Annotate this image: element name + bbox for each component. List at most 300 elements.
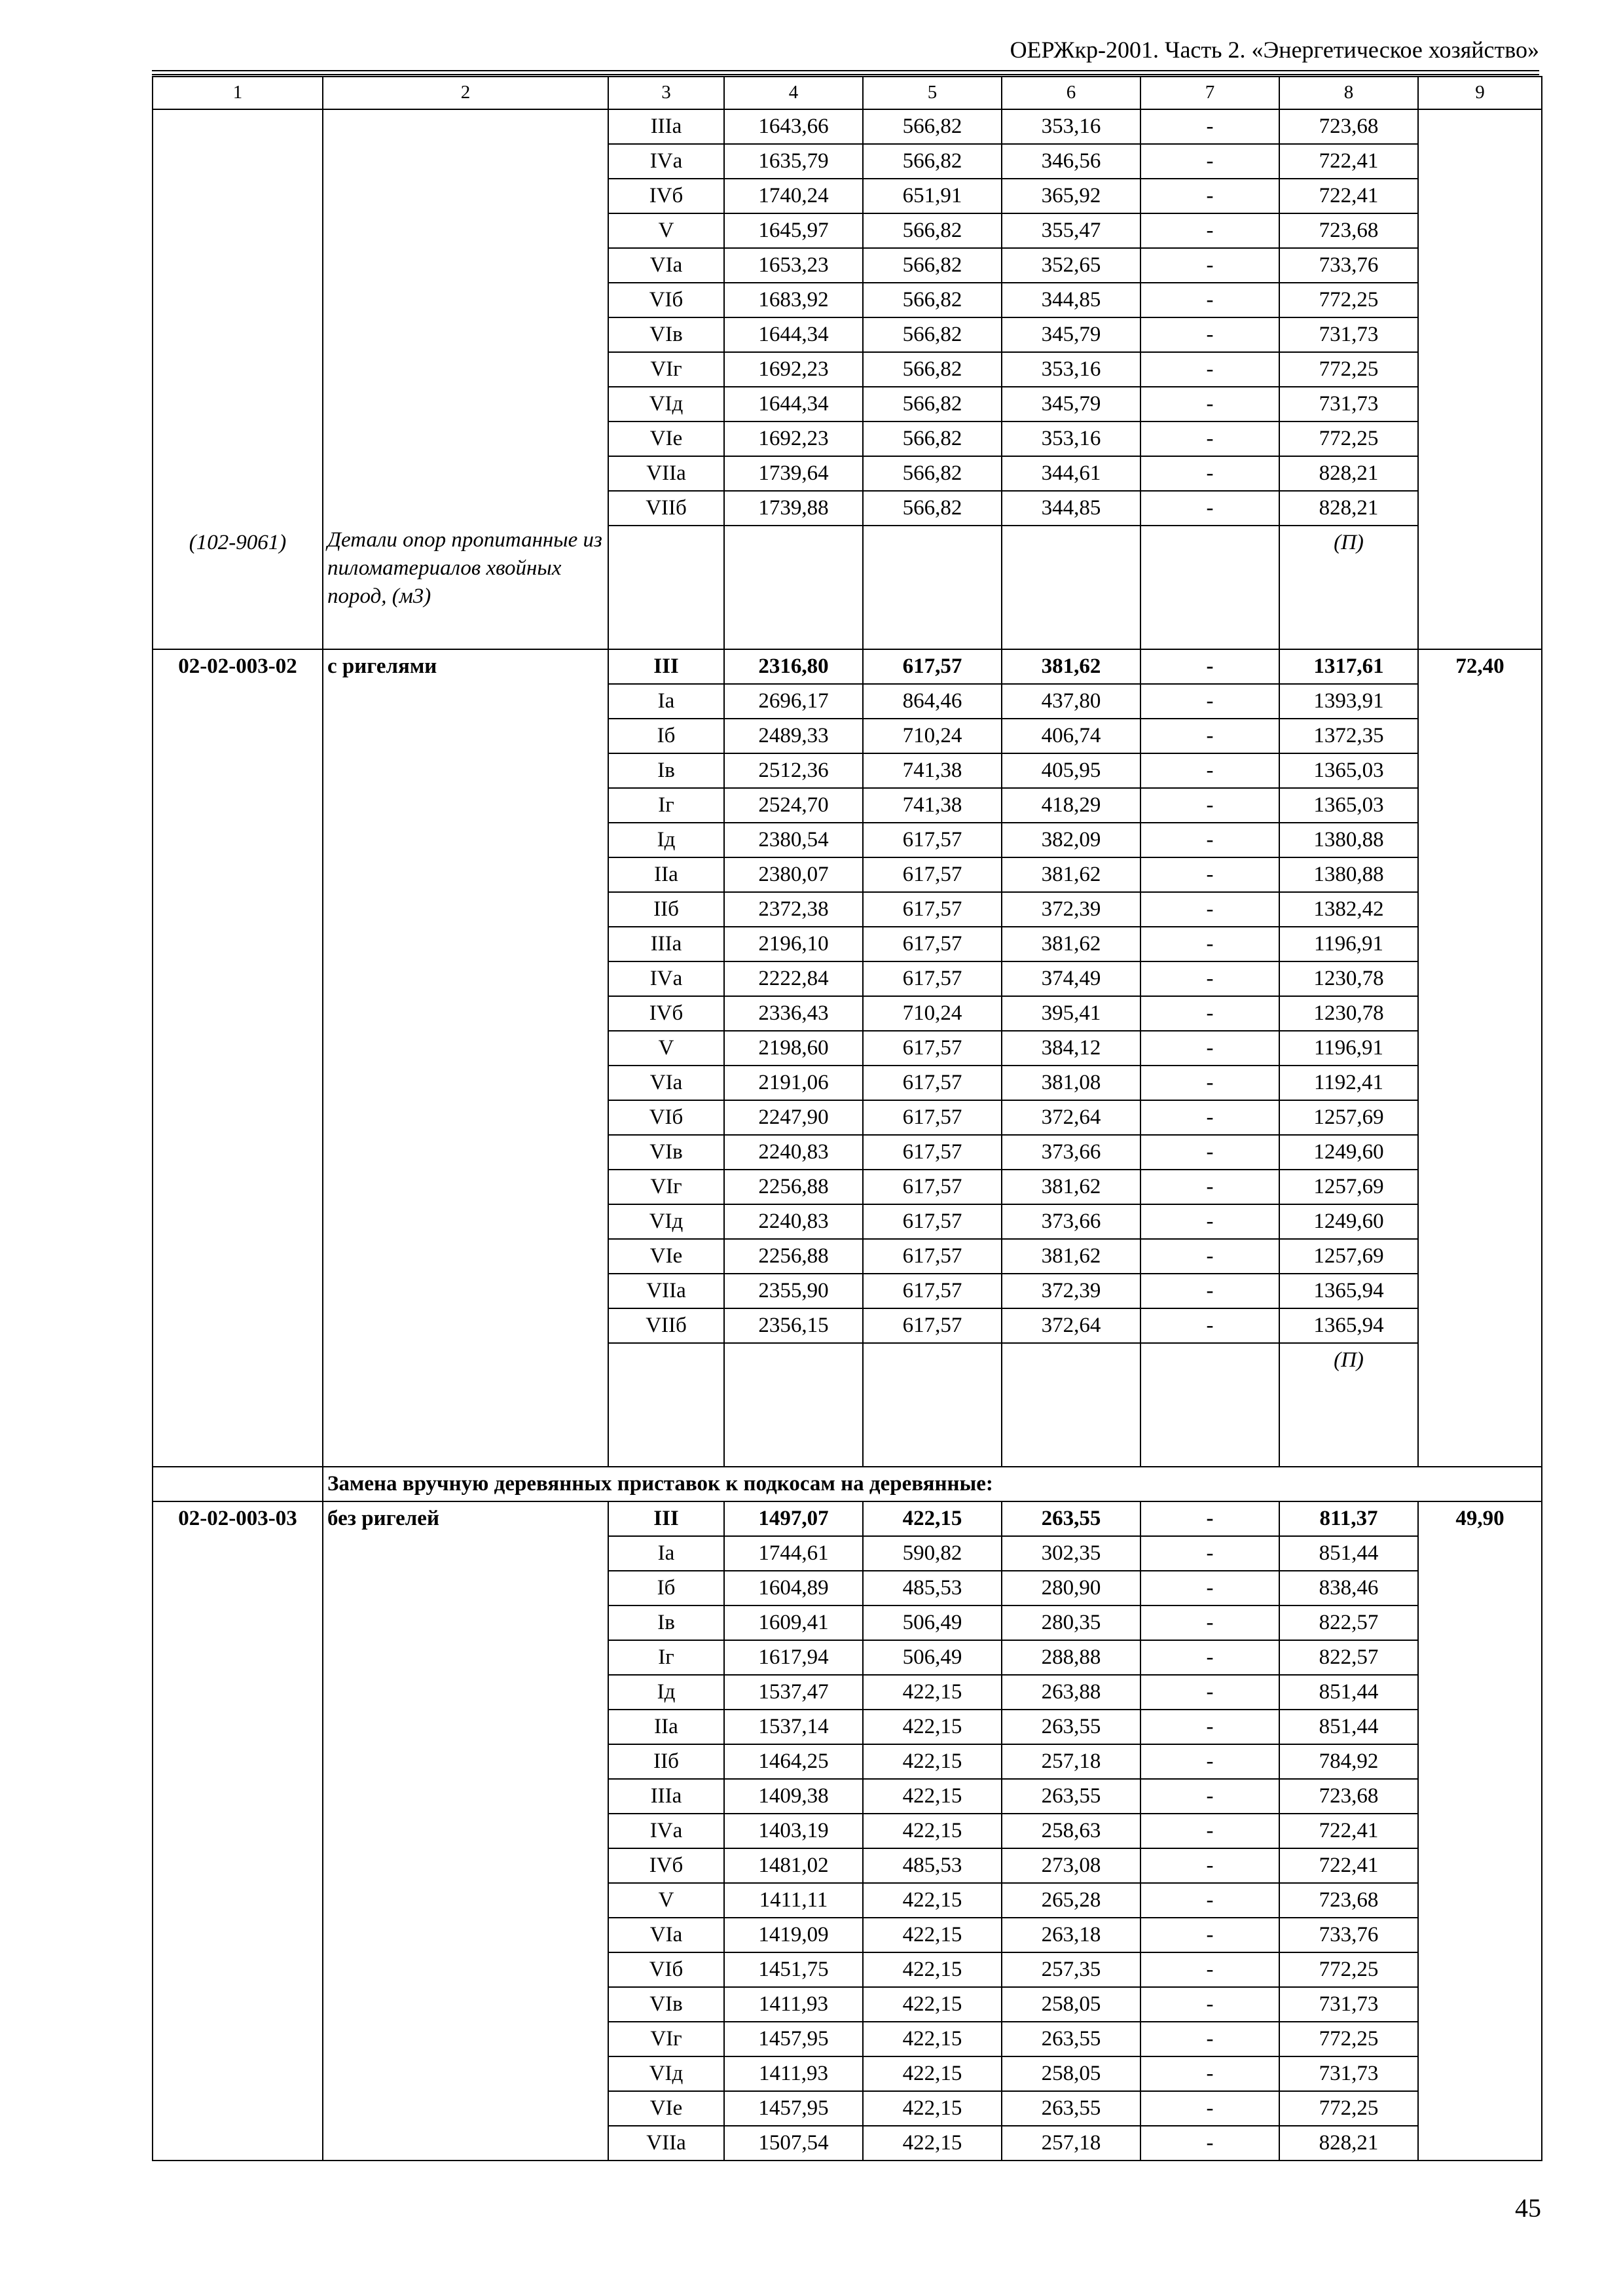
table-cell: - [1140, 352, 1279, 387]
labor-cost: 49,90 [1418, 1501, 1542, 2161]
table-cell: 422,15 [863, 1918, 1002, 1952]
table-cell: 2355,90 [724, 1274, 863, 1308]
table-cell: Iв [608, 1605, 724, 1640]
table-cell: 422,15 [863, 1710, 1002, 1744]
table-cell: III [608, 649, 724, 684]
table-cell: - [1140, 1031, 1279, 1066]
table-cell: 1257,69 [1279, 1170, 1418, 1204]
table-cell: 485,53 [863, 1848, 1002, 1883]
column-number: 5 [863, 77, 1002, 109]
table-cell: 381,62 [1002, 1239, 1140, 1274]
table-cell: 2316,80 [724, 649, 863, 684]
table-cell: 731,73 [1279, 387, 1418, 422]
table-cell: 288,88 [1002, 1640, 1140, 1675]
table-cell: 566,82 [863, 491, 1002, 526]
table-cell: 346,56 [1002, 144, 1140, 179]
table-cell: 566,82 [863, 109, 1002, 144]
table-cell: - [1140, 927, 1279, 961]
table-cell: 2524,70 [724, 788, 863, 823]
table-cell: 257,18 [1002, 1744, 1140, 1779]
table-cell: 373,66 [1002, 1135, 1140, 1170]
table-cell: 280,35 [1002, 1605, 1140, 1640]
table-cell: VIв [608, 1987, 724, 2022]
table-cell: IVа [608, 961, 724, 996]
table-cell: - [1140, 1779, 1279, 1814]
material-code: (102-9061) [189, 531, 287, 554]
table-cell: Iб [608, 719, 724, 753]
table-cell: 2196,10 [724, 927, 863, 961]
table-cell: 1457,95 [724, 2091, 863, 2126]
table-cell: 1644,34 [724, 317, 863, 352]
table-cell: 566,82 [863, 422, 1002, 456]
table-cell: 1497,07 [724, 1501, 863, 1536]
table-cell: 617,57 [863, 1135, 1002, 1170]
table-cell: 406,74 [1002, 719, 1140, 753]
table-cell: 1230,78 [1279, 996, 1418, 1031]
table-cell: 1683,92 [724, 283, 863, 317]
table-cell: - [1140, 1605, 1279, 1640]
table-cell [608, 1343, 724, 1467]
table-cell: 1457,95 [724, 2022, 863, 2056]
table-cell: VIIб [608, 491, 724, 526]
table-row [153, 109, 1542, 144]
table-cell: - [1140, 283, 1279, 317]
table-cell: VIг [608, 1170, 724, 1204]
table-cell: 772,25 [1279, 1952, 1418, 1987]
table-cell: 617,57 [863, 1100, 1002, 1135]
table-cell: 723,68 [1279, 1779, 1418, 1814]
table-cell: 822,57 [1279, 1605, 1418, 1640]
table-cell: 851,44 [1279, 1675, 1418, 1710]
table-cell: 828,21 [1279, 491, 1418, 526]
table-cell: - [1140, 179, 1279, 213]
table-cell [863, 1343, 1002, 1467]
table-cell: 263,55 [1002, 1710, 1140, 1744]
table-cell: 733,76 [1279, 248, 1418, 283]
table-cell: V [608, 1883, 724, 1918]
column-number: 4 [724, 77, 863, 109]
table-cell: 1481,02 [724, 1848, 863, 1883]
page-number: 45 [1515, 2193, 1541, 2223]
table-cell: - [1140, 2126, 1279, 2161]
table-row [153, 649, 1542, 684]
column-number-row [153, 77, 1542, 109]
document-header: ОЕРЖкр-2001. Часть 2. «Энергетическое хозяйство» [1010, 37, 1539, 63]
table-cell: 263,55 [1002, 1779, 1140, 1814]
table-cell: 723,68 [1279, 213, 1418, 248]
table-cell: 772,25 [1279, 422, 1418, 456]
table-cell: 1230,78 [1279, 961, 1418, 996]
table-cell: 784,92 [1279, 1744, 1418, 1779]
table-cell: VIIа [608, 456, 724, 491]
table-cell: VIв [608, 1135, 724, 1170]
table-cell: 374,49 [1002, 961, 1140, 996]
table-cell: 2489,33 [724, 719, 863, 753]
table-cell: 422,15 [863, 1744, 1002, 1779]
table-cell: 353,16 [1002, 352, 1140, 387]
table-cell: 1196,91 [1279, 1031, 1418, 1066]
table-cell: 1537,47 [724, 1675, 863, 1710]
rate-name: с ригелями [323, 649, 608, 1467]
table-cell: 365,92 [1002, 179, 1140, 213]
table-cell: 651,91 [863, 179, 1002, 213]
table-cell: 722,41 [1279, 1848, 1418, 1883]
rate-code: 02-02-003-02 [153, 649, 323, 1467]
table-cell: 1411,11 [724, 1883, 863, 1918]
table-cell: 2198,60 [724, 1031, 863, 1066]
table-cell: 381,62 [1002, 857, 1140, 892]
table-cell: 1617,94 [724, 1640, 863, 1675]
table-cell: 344,85 [1002, 283, 1140, 317]
table-cell: 1604,89 [724, 1571, 863, 1605]
table-cell [1140, 1343, 1279, 1467]
table-cell: 485,53 [863, 1571, 1002, 1605]
table-cell: 418,29 [1002, 788, 1140, 823]
table-cell: 617,57 [863, 649, 1002, 684]
column-number: 3 [608, 77, 724, 109]
table-cell: VIв [608, 317, 724, 352]
table-cell: 731,73 [1279, 1987, 1418, 2022]
table-cell: 352,65 [1002, 248, 1140, 283]
table-cell: 1692,23 [724, 422, 863, 456]
table-cell: IIб [608, 892, 724, 927]
table-cell: - [1140, 719, 1279, 753]
section-row [153, 1467, 1542, 1501]
table-cell: - [1140, 2056, 1279, 2091]
table-cell: 353,16 [1002, 422, 1140, 456]
table-cell: 372,64 [1002, 1308, 1140, 1343]
table-cell: 772,25 [1279, 283, 1418, 317]
table-cell: 2356,15 [724, 1308, 863, 1343]
table-cell: - [1140, 996, 1279, 1031]
column-number: 9 [1418, 77, 1542, 109]
table-cell: VIг [608, 352, 724, 387]
table-cell: 1317,61 [1279, 649, 1418, 684]
table-cell: 1739,88 [724, 491, 863, 526]
table-cell: 566,82 [863, 317, 1002, 352]
column-number: 7 [1140, 77, 1279, 109]
table-cell: VIб [608, 1952, 724, 1987]
table-cell: VIа [608, 1066, 724, 1100]
table-cell: 1451,75 [724, 1952, 863, 1987]
table-cell: 566,82 [863, 213, 1002, 248]
table-cell: - [1140, 1848, 1279, 1883]
table-cell: - [1140, 1640, 1279, 1675]
table-cell: 828,21 [1279, 2126, 1418, 2161]
table-cell: 263,55 [1002, 1501, 1140, 1536]
table-cell: - [1140, 857, 1279, 892]
table-cell: - [1140, 109, 1279, 144]
table-cell: - [1140, 1308, 1279, 1343]
table-cell: 1609,41 [724, 1605, 863, 1640]
column-number: 8 [1279, 77, 1418, 109]
table-cell: 1464,25 [724, 1744, 863, 1779]
table-cell: 617,57 [863, 1239, 1002, 1274]
table-cell: - [1140, 1987, 1279, 2022]
table-cell: IVа [608, 144, 724, 179]
table-cell: - [1140, 1814, 1279, 1848]
table-cell: 395,41 [1002, 996, 1140, 1031]
table-cell: 422,15 [863, 2022, 1002, 2056]
column-number: 6 [1002, 77, 1140, 109]
table-cell: VIа [608, 1918, 724, 1952]
table-cell: IIа [608, 1710, 724, 1744]
material-mark: (П) [1279, 1343, 1418, 1467]
table-cell: 381,62 [1002, 649, 1140, 684]
table-cell: 722,41 [1279, 144, 1418, 179]
table-cell: 741,38 [863, 788, 1002, 823]
table-cell: 1249,60 [1279, 1135, 1418, 1170]
table-cell: 257,18 [1002, 2126, 1140, 2161]
labor-cost [1418, 109, 1542, 649]
table-cell: 381,62 [1002, 1170, 1140, 1204]
table-cell [1002, 526, 1140, 649]
table-cell: IVб [608, 179, 724, 213]
table-cell: - [1140, 387, 1279, 422]
table-cell: 2336,43 [724, 996, 863, 1031]
table-cell: VIIб [608, 1308, 724, 1343]
table-cell: 422,15 [863, 2091, 1002, 2126]
table-cell: 263,88 [1002, 1675, 1140, 1710]
table-cell: 345,79 [1002, 317, 1140, 352]
table-cell: 1740,24 [724, 179, 863, 213]
table-cell: 373,66 [1002, 1204, 1140, 1239]
table-cell: Iб [608, 1571, 724, 1605]
table-cell: 506,49 [863, 1605, 1002, 1640]
table-cell: 741,38 [863, 753, 1002, 788]
table-cell: 1739,64 [724, 456, 863, 491]
table-cell: IIIа [608, 109, 724, 144]
table-cell: 263,18 [1002, 1918, 1140, 1952]
table-cell: 838,46 [1279, 1571, 1418, 1605]
table-cell: - [1140, 1501, 1279, 1536]
table-cell: 1257,69 [1279, 1100, 1418, 1135]
table-cell: 355,47 [1002, 213, 1140, 248]
table-cell: Iа [608, 684, 724, 719]
table-cell: - [1140, 422, 1279, 456]
table-cell: 617,57 [863, 1274, 1002, 1308]
table-cell [724, 1343, 863, 1467]
table-cell: 1653,23 [724, 248, 863, 283]
table-cell: VIд [608, 2056, 724, 2091]
table-cell: V [608, 1031, 724, 1066]
table-cell: Iг [608, 1640, 724, 1675]
table-cell: 2256,88 [724, 1239, 863, 1274]
table-cell: 733,76 [1279, 1918, 1418, 1952]
table-cell: 280,90 [1002, 1571, 1140, 1605]
table-cell: - [1140, 788, 1279, 823]
table-cell: 2256,88 [724, 1170, 863, 1204]
table-cell: 2240,83 [724, 1204, 863, 1239]
table-cell: 617,57 [863, 892, 1002, 927]
column-number: 2 [323, 77, 608, 109]
table-cell: 617,57 [863, 823, 1002, 857]
table-cell: 353,16 [1002, 109, 1140, 144]
table-cell: 731,73 [1279, 2056, 1418, 2091]
section-title: Замена вручную деревянных приставок к подкосам на деревянные: [323, 1467, 1542, 1501]
table-cell: 617,57 [863, 1204, 1002, 1239]
table-cell: - [1140, 823, 1279, 857]
table-cell: 381,08 [1002, 1066, 1140, 1100]
table-cell: 422,15 [863, 2056, 1002, 2091]
table-cell [608, 526, 724, 649]
table-cell: V [608, 213, 724, 248]
table-cell: 263,55 [1002, 2022, 1140, 2056]
table-cell: 2240,83 [724, 1135, 863, 1170]
table-cell: 302,35 [1002, 1536, 1140, 1571]
table-cell: 590,82 [863, 1536, 1002, 1571]
table-cell: 772,25 [1279, 352, 1418, 387]
table-cell: 828,21 [1279, 456, 1418, 491]
table-cell [1002, 1343, 1140, 1467]
table-cell: - [1140, 317, 1279, 352]
table-cell: IVа [608, 1814, 724, 1848]
table-cell: VIе [608, 1239, 724, 1274]
table-cell: 422,15 [863, 1675, 1002, 1710]
table-cell: - [1140, 892, 1279, 927]
table-cell: VIб [608, 283, 724, 317]
table-cell: 2380,07 [724, 857, 863, 892]
table-cell: 617,57 [863, 857, 1002, 892]
table-cell: 265,28 [1002, 1883, 1140, 1918]
table-cell: 1257,69 [1279, 1239, 1418, 1274]
table-cell: 772,25 [1279, 2091, 1418, 2126]
table-cell: 1643,66 [724, 109, 863, 144]
table-cell [153, 1467, 323, 1501]
table-cell: 263,55 [1002, 2091, 1140, 2126]
table-cell: VIе [608, 422, 724, 456]
table-cell: 422,15 [863, 1814, 1002, 1848]
table-cell: Iв [608, 753, 724, 788]
table-cell: - [1140, 1952, 1279, 1987]
table-cell: III [608, 1501, 724, 1536]
table-cell: IIа [608, 857, 724, 892]
table-cell: 811,37 [1279, 1501, 1418, 1536]
table-cell: 2696,17 [724, 684, 863, 719]
table-cell: - [1140, 1066, 1279, 1100]
header-rule [152, 74, 1539, 75]
table-cell: - [1140, 213, 1279, 248]
table-cell: 382,09 [1002, 823, 1140, 857]
table-cell: - [1140, 1170, 1279, 1204]
table-cell: 617,57 [863, 1170, 1002, 1204]
table-cell: 731,73 [1279, 317, 1418, 352]
table-cell: - [1140, 2022, 1279, 2056]
table-cell: 1411,93 [724, 1987, 863, 2022]
table-row [153, 1501, 1542, 1536]
table-cell: - [1140, 649, 1279, 684]
material-mark: (П) [1279, 526, 1418, 649]
table-cell: 372,39 [1002, 892, 1140, 927]
price-table [152, 76, 1542, 2161]
labor-cost: 72,40 [1418, 649, 1542, 1467]
table-cell: 422,15 [863, 1883, 1002, 1918]
table-cell: 381,62 [1002, 927, 1140, 961]
table-cell: 422,15 [863, 2126, 1002, 2161]
table-cell: 1382,42 [1279, 892, 1418, 927]
table-cell: 258,63 [1002, 1814, 1140, 1848]
table-cell: 723,68 [1279, 109, 1418, 144]
table-cell: 1393,91 [1279, 684, 1418, 719]
table-cell: 422,15 [863, 1987, 1002, 2022]
table-cell: 422,15 [863, 1952, 1002, 1987]
table-cell: 1365,94 [1279, 1274, 1418, 1308]
table-cell: 422,15 [863, 1779, 1002, 1814]
table-cell: 344,61 [1002, 456, 1140, 491]
table-cell: 2372,38 [724, 892, 863, 927]
table-cell: IIIа [608, 927, 724, 961]
table-cell: - [1140, 456, 1279, 491]
table-cell: 566,82 [863, 248, 1002, 283]
table-cell: 345,79 [1002, 387, 1140, 422]
table-cell: 2380,54 [724, 823, 863, 857]
table-cell: - [1140, 491, 1279, 526]
table-cell: 1744,61 [724, 1536, 863, 1571]
table-cell: 2222,84 [724, 961, 863, 996]
table-cell: 1365,94 [1279, 1308, 1418, 1343]
table-cell: - [1140, 961, 1279, 996]
table-cell: - [1140, 1918, 1279, 1952]
table-cell: 617,57 [863, 1066, 1002, 1100]
table-cell: - [1140, 1100, 1279, 1135]
table-cell: 1635,79 [724, 144, 863, 179]
header-rule [152, 70, 1539, 71]
table-cell: 723,68 [1279, 1883, 1418, 1918]
table-cell: 617,57 [863, 1308, 1002, 1343]
table-cell: 384,12 [1002, 1031, 1140, 1066]
table-cell: - [1140, 1135, 1279, 1170]
table-cell: 722,41 [1279, 179, 1418, 213]
table-cell: 273,08 [1002, 1848, 1140, 1883]
table-cell: 258,05 [1002, 2056, 1140, 2091]
table-cell: - [1140, 1571, 1279, 1605]
table-cell: 2512,36 [724, 753, 863, 788]
table-cell: - [1140, 1675, 1279, 1710]
table-cell: VIг [608, 2022, 724, 2056]
table-cell: - [1140, 1239, 1279, 1274]
table-cell: 722,41 [1279, 1814, 1418, 1848]
table-cell: - [1140, 1536, 1279, 1571]
table-cell: 566,82 [863, 387, 1002, 422]
table-cell: - [1140, 2091, 1279, 2126]
table-cell: - [1140, 684, 1279, 719]
table-cell: Iг [608, 788, 724, 823]
table-cell: - [1140, 144, 1279, 179]
table-cell: 1403,19 [724, 1814, 863, 1848]
table-cell: VIIа [608, 1274, 724, 1308]
rate-name [323, 109, 608, 649]
table-cell: VIд [608, 1204, 724, 1239]
table-cell: 772,25 [1279, 2022, 1418, 2056]
table-cell: 822,57 [1279, 1640, 1418, 1675]
table-cell: 1644,34 [724, 387, 863, 422]
rate-code: 02-02-003-03 [153, 1501, 323, 2161]
table-cell: 258,05 [1002, 1987, 1140, 2022]
table-cell: 1409,38 [724, 1779, 863, 1814]
table-cell: 710,24 [863, 996, 1002, 1031]
table-cell: - [1140, 1744, 1279, 1779]
table-cell: 1507,54 [724, 2126, 863, 2161]
table-cell: 617,57 [863, 961, 1002, 996]
table-cell: IVб [608, 1848, 724, 1883]
table-cell: 617,57 [863, 927, 1002, 961]
table-cell: 566,82 [863, 283, 1002, 317]
table-cell: 617,57 [863, 1031, 1002, 1066]
table-cell: 405,95 [1002, 753, 1140, 788]
table-cell: 1196,91 [1279, 927, 1418, 961]
table-cell: Iд [608, 823, 724, 857]
table-cell: VIе [608, 2091, 724, 2126]
